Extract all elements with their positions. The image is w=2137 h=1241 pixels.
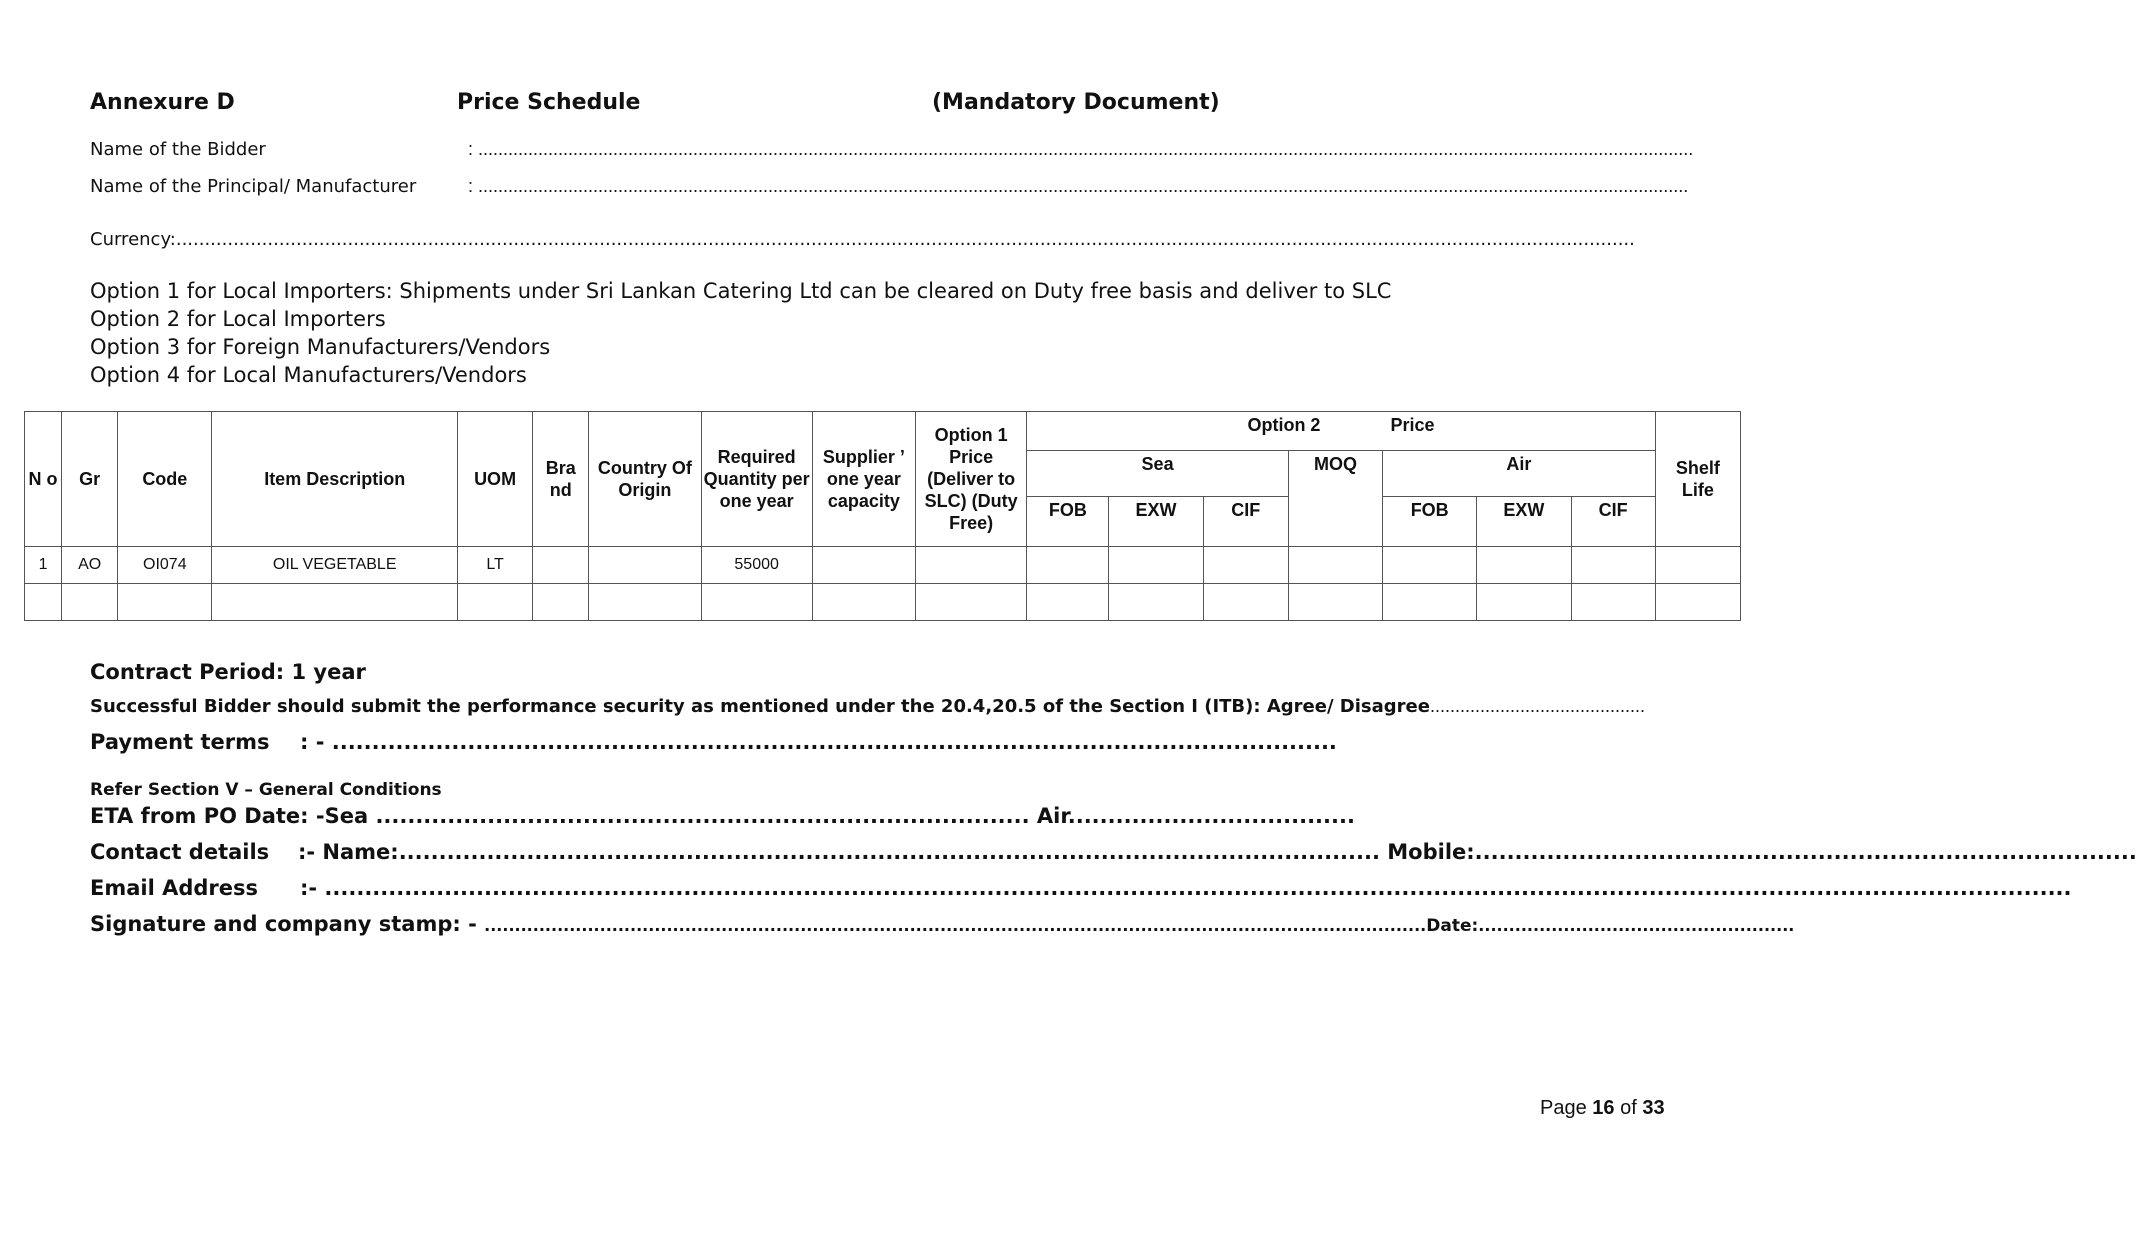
page-prefix: Page <box>1540 1097 1587 1119</box>
col-header-moq: MOQ <box>1288 451 1382 547</box>
col-header-option2 <box>1027 412 1655 451</box>
cell-air-fob[interactable] <box>1383 547 1477 584</box>
empty-cell[interactable] <box>1109 584 1203 621</box>
contact-mobile-label: Mobile: <box>1387 840 1475 864</box>
contact-line <box>298 840 2137 864</box>
option-3-text: Option 3 for Foreign Manufacturers/Vendors <box>90 335 551 359</box>
col-header-country: Country Of Origin <box>589 412 701 547</box>
contact-mobile-field[interactable]: ................................................................................... <box>1474 840 2137 864</box>
col-header-code: Code <box>118 412 212 547</box>
col-header-air-cif: CIF <box>1571 497 1655 547</box>
col-header-item-description: Item Description <box>212 412 458 547</box>
empty-cell[interactable] <box>533 584 589 621</box>
price-label: Price <box>1390 415 1435 435</box>
bidder-label: Name of the Bidder <box>90 139 266 160</box>
price-schedule-table <box>24 411 1741 621</box>
page-number <box>1540 1097 1665 1120</box>
email-field[interactable]: :- ........................................................................................................................................................................................................................... <box>300 876 2072 900</box>
performance-security-field[interactable]: ........................................... <box>1429 696 1645 716</box>
cell-country[interactable] <box>589 547 701 584</box>
empty-cell[interactable] <box>812 584 915 621</box>
option-2-text: Option 2 for Local Importers <box>90 307 386 331</box>
contract-period: Contract Period: 1 year <box>90 660 366 684</box>
annexure-label: Annexure D <box>90 90 235 115</box>
cell-sea-exw[interactable] <box>1109 547 1203 584</box>
page-of: of <box>1620 1097 1637 1119</box>
empty-cell[interactable] <box>1383 584 1477 621</box>
refer-section-text: Refer Section V – General Conditions <box>90 780 442 800</box>
mandatory-note: (Mandatory Document) <box>932 90 1220 115</box>
performance-security-line <box>90 696 1645 717</box>
cell-description: OIL VEGETABLE <box>212 547 458 584</box>
cell-gr: AO <box>62 547 118 584</box>
col-header-option1: Option 1 Price (Deliver to SLC) (Duty Free) <box>916 412 1027 547</box>
empty-cell[interactable] <box>62 584 118 621</box>
col-header-brand: Bra nd <box>533 412 589 547</box>
empty-cell[interactable] <box>1655 584 1740 621</box>
cell-air-exw[interactable] <box>1477 547 1571 584</box>
page-total: 33 <box>1642 1097 1665 1119</box>
col-header-shelf-life: Shelf Life <box>1655 412 1740 547</box>
cell-option1-price[interactable] <box>916 547 1027 584</box>
option2-label: Option 2 <box>1247 415 1321 435</box>
empty-cell[interactable] <box>589 584 701 621</box>
principal-label: Name of the Principal/ Manufacturer <box>90 176 417 197</box>
col-header-no: N o <box>25 412 62 547</box>
col-header-air-exw: EXW <box>1477 497 1571 547</box>
signature-line <box>90 912 1794 936</box>
col-header-required-qty: Required Quantity per one year <box>701 412 812 547</box>
cell-no: 1 <box>25 547 62 584</box>
empty-cell[interactable] <box>1477 584 1571 621</box>
col-header-gr: Gr <box>62 412 118 547</box>
empty-cell[interactable] <box>1571 584 1655 621</box>
bidder-field[interactable]: : ................................................................................................................................................................................................................................................... <box>468 139 1694 159</box>
empty-cell[interactable] <box>701 584 812 621</box>
cell-qty: 55000 <box>701 547 812 584</box>
payment-terms-label: Payment terms <box>90 730 270 754</box>
signature-label: Signature and company stamp: - <box>90 912 477 936</box>
empty-cell[interactable] <box>1027 584 1109 621</box>
performance-security-text: Successful Bidder should submit the performance security as mentioned under the 20.4,20.5 of the Section I (ITB): Agree/ Disagree <box>90 696 1430 717</box>
option-1-text: Option 1 for Local Importers: Shipments under Sri Lankan Catering Ltd can be cleared on Duty free basis and deliver to SLC <box>90 279 1392 303</box>
empty-cell[interactable] <box>118 584 212 621</box>
eta-line <box>90 804 1355 828</box>
cell-shelf-life[interactable] <box>1655 547 1740 584</box>
contact-name-label: :- Name: <box>298 840 399 864</box>
cell-uom: LT <box>457 547 532 584</box>
col-header-sea: Sea <box>1027 451 1289 497</box>
empty-cell[interactable] <box>25 584 62 621</box>
col-header-sea-cif: CIF <box>1203 497 1288 547</box>
currency-field[interactable]: Currency:............................................................................................................................................................................................................................................................... <box>90 229 1635 250</box>
eta-air-field[interactable]: .................................... <box>1067 804 1355 828</box>
eta-label: ETA from PO Date: -Sea <box>90 804 369 828</box>
col-header-sea-exw: EXW <box>1109 497 1203 547</box>
cell-code: OI074 <box>118 547 212 584</box>
option-4-text: Option 4 for Local Manufacturers/Vendors <box>90 363 527 387</box>
col-header-uom: UOM <box>457 412 532 547</box>
page-title: Price Schedule <box>457 90 641 115</box>
col-header-air: Air <box>1383 451 1656 497</box>
payment-terms-field[interactable]: : - .............................................................................................................................. <box>300 730 1337 754</box>
table-row <box>25 547 1741 584</box>
cell-brand[interactable] <box>533 547 589 584</box>
page-current: 16 <box>1592 1097 1615 1119</box>
email-label: Email Address <box>90 876 259 900</box>
date-field[interactable]: .................................................... <box>1478 916 1795 935</box>
signature-field[interactable]: ........................................................................................................................................................... <box>484 916 1427 935</box>
cell-air-cif[interactable] <box>1571 547 1655 584</box>
empty-cell[interactable] <box>212 584 458 621</box>
empty-cell[interactable] <box>916 584 1027 621</box>
cell-sea-fob[interactable] <box>1027 547 1109 584</box>
empty-cell[interactable] <box>1203 584 1288 621</box>
col-header-air-fob: FOB <box>1383 497 1477 547</box>
col-header-supplier-capacity: Supplier ’ one year capacity <box>812 412 915 547</box>
principal-field[interactable]: : .................................................................................................................................................................................................................................................. <box>468 176 1689 196</box>
eta-sea-field[interactable]: .................................................................................. <box>375 804 1030 828</box>
col-header-sea-fob: FOB <box>1027 497 1109 547</box>
contact-name-field[interactable]: ........................................................................................................................... <box>398 840 1380 864</box>
contact-details-label: Contact details <box>90 840 270 864</box>
eta-air-label: Air <box>1036 804 1068 828</box>
cell-moq[interactable] <box>1288 547 1382 584</box>
empty-cell[interactable] <box>1288 584 1382 621</box>
empty-cell[interactable] <box>457 584 532 621</box>
date-label: Date: <box>1426 916 1479 936</box>
cell-sea-cif[interactable] <box>1203 547 1288 584</box>
cell-capacity[interactable] <box>812 547 915 584</box>
table-row-empty <box>25 584 1741 621</box>
